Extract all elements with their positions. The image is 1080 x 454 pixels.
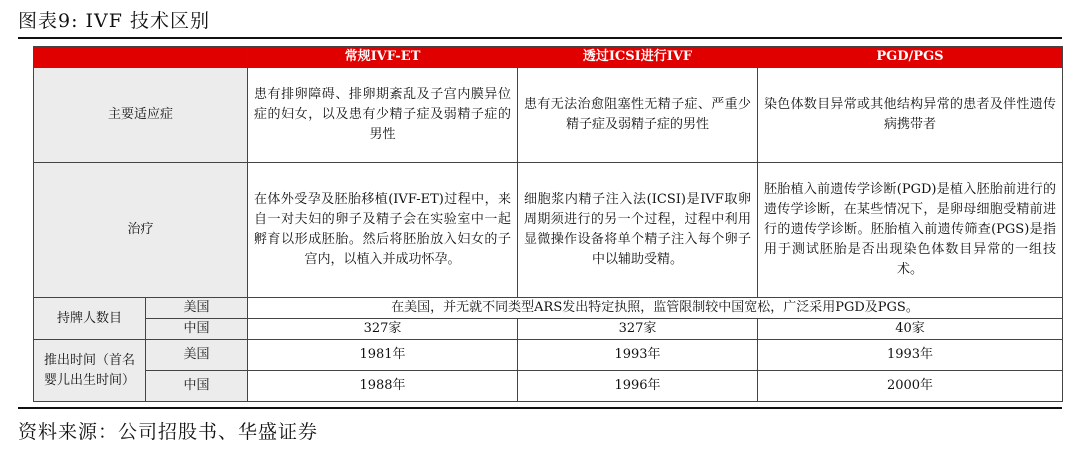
header-blank-1 — [34, 47, 146, 68]
license-cn-ivf-et: 327家 — [248, 319, 518, 340]
row-label-indication: 主要适应症 — [34, 68, 248, 163]
launch-cn-icsi: 1996年 — [518, 371, 758, 402]
row-label-treatment: 治疗 — [34, 163, 248, 298]
header-ivf-et: 常规IVF-ET — [248, 47, 518, 68]
row-license-cn — [34, 319, 1063, 340]
launch-us-icsi: 1993年 — [518, 340, 758, 371]
cell-treatment-icsi: 细胞浆内精子注入法(ICSI)是IVF取卵周期须进行的另一个过程，过程中利用显微操作设备将单个精子注入每个卵子中以辅助受精。 — [518, 163, 758, 298]
launch-us-ivf-et: 1981年 — [248, 340, 518, 371]
cell-treatment-ivf-et: 在体外受孕及胚胎移植(IVF-ET)过程中，来自一对夫妇的卵子及精子会在实验室中一起孵育以形成胚胎。然后将胚胎放入妇女的子宫内，以植入并成功怀孕。 — [248, 163, 518, 298]
row-label-launch: 推出时间（首名婴儿出生时间） — [34, 340, 146, 402]
license-us-text: 在美国，并无就不同类型ARS发出特定执照，监管限制较中国宽松，广泛采用PGD及PGS。 — [248, 298, 1063, 319]
license-cn-label: 中国 — [146, 319, 248, 340]
row-launch-us — [34, 340, 1063, 371]
launch-cn-pgd: 2000年 — [758, 371, 1063, 402]
launch-us-label: 美国 — [146, 340, 248, 371]
cell-treatment-pgd: 胚胎植入前遗传学诊断(PGD)是植入胚胎前进行的遗传学诊断，在某些情况下，是卵母细胞受精前进行的遗传学诊断。胚胎植入前遗传筛查(PGS)是指用于测试胚胎是否出现染色体数目异常的一组技术。 — [758, 163, 1063, 298]
header-pgd-pgs: PGD/PGS — [758, 47, 1063, 68]
cell-indication-pgd: 染色体数目异常或其他结构异常的患者及伴性遗传病携带者 — [758, 68, 1063, 163]
header-blank-2 — [146, 47, 248, 68]
figure-title: 图表9: IVF 技术区别 — [18, 10, 210, 32]
row-treatment — [34, 163, 1063, 298]
license-us-label: 美国 — [146, 298, 248, 319]
launch-us-pgd: 1993年 — [758, 340, 1063, 371]
title-rule — [18, 37, 1062, 39]
launch-cn-label: 中国 — [146, 371, 248, 402]
header-icsi: 透过ICSI进行IVF — [518, 47, 758, 68]
ivf-comparison-table — [33, 46, 1063, 402]
footer-rule — [18, 407, 1062, 409]
header-row — [34, 47, 1063, 68]
cell-indication-ivf-et: 患有排卵障碍、排卵期紊乱及子宫内膜异位症的妇女，以及患有少精子症及弱精子症的男性 — [248, 68, 518, 163]
cell-indication-icsi: 患有无法治愈阻塞性无精子症、严重少精子症及弱精子症的男性 — [518, 68, 758, 163]
row-indication — [34, 68, 1063, 163]
row-license-us — [34, 298, 1063, 319]
source-note: 资料来源：公司招股书、华盛证券 — [18, 421, 319, 443]
row-launch-cn — [34, 371, 1063, 402]
license-cn-pgd: 40家 — [758, 319, 1063, 340]
launch-cn-ivf-et: 1988年 — [248, 371, 518, 402]
license-cn-icsi: 327家 — [518, 319, 758, 340]
row-label-license: 持牌人数目 — [34, 298, 146, 340]
